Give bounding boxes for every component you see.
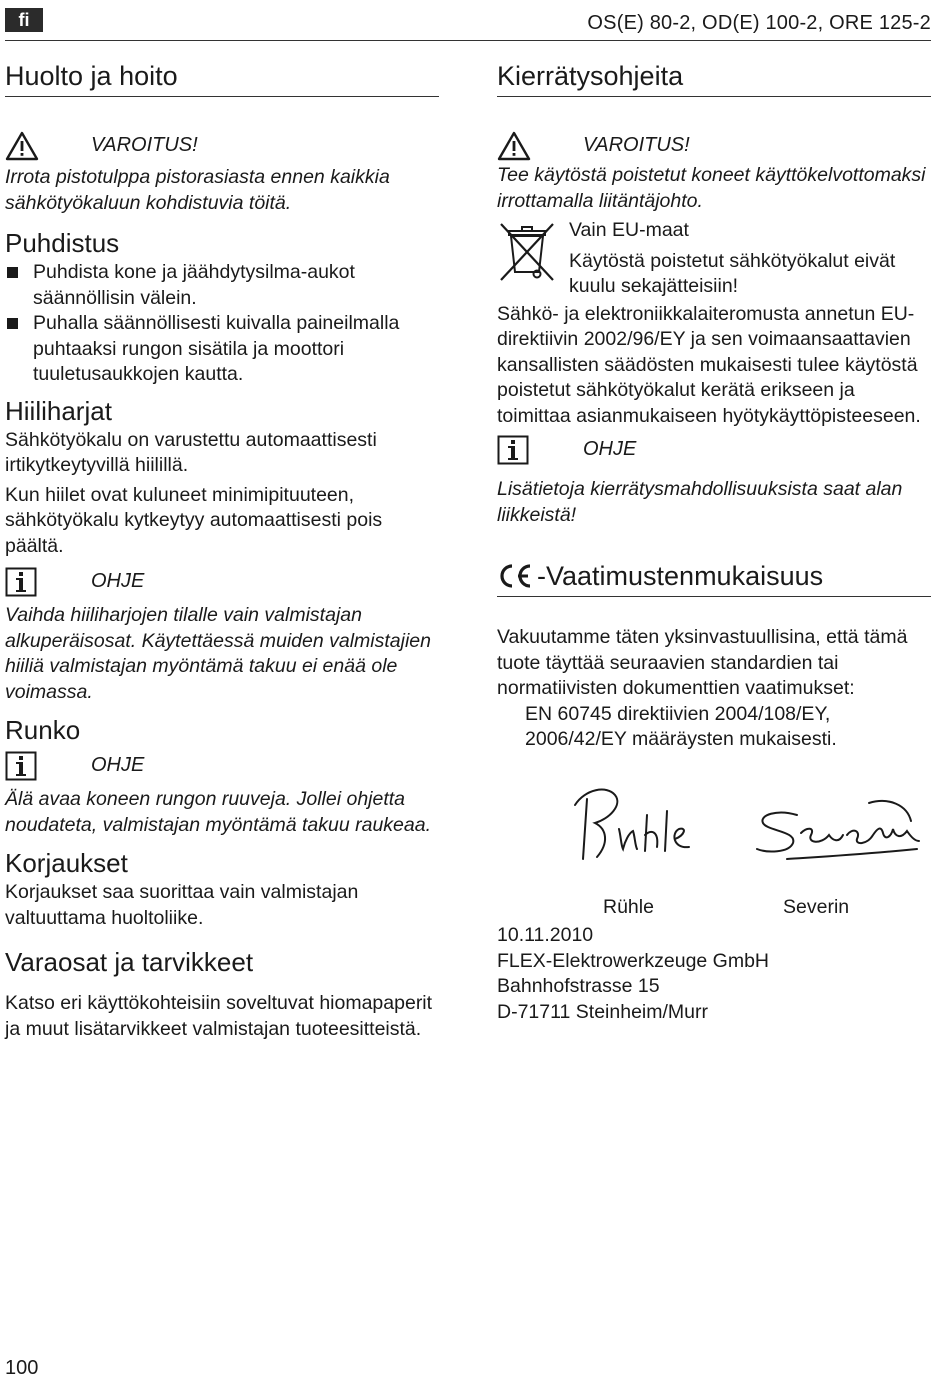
company-street: Bahnhofstrasse 15 — [497, 975, 660, 997]
note-label-row — [5, 749, 439, 783]
bullet-square-icon — [7, 267, 18, 278]
parts-heading: Varaosat ja tarvikkeet — [5, 947, 254, 977]
header-rule — [5, 40, 931, 41]
eu-text: Käytöstä poistetut sähkötyökalut eivät kuulu sekajätteisiin! — [569, 249, 896, 297]
conformity-text: Vakuutamme täten yksinvastuullisina, että tämä tuote täyttää seuraavien standardien tai normatiivisten dokumenttien vaatimukset: — [497, 626, 908, 699]
brushes-text-1: Sähkötyökalu on varustettu automaattisesti irtikytkeytyvillä hiilillä. — [5, 428, 377, 476]
signing-date: 10.11.2010 — [497, 924, 594, 946]
warning-label: VAROITUS! — [91, 134, 198, 157]
conformity-heading: -Vaatimustenmukaisuus — [497, 558, 931, 597]
ce-mark-icon — [497, 562, 533, 590]
repairs-text: Korjaukset saa suorittaa vain valmistajan valtuuttama huoltoliike. — [5, 881, 359, 929]
right-column — [497, 58, 931, 1025]
note-label: OHJE — [583, 438, 637, 461]
info-icon — [5, 565, 41, 599]
recycling-warning-text: Tee käytöstä poistetut koneet käyttökelvottomaksi irrottamalla liitäntäjohto. — [497, 164, 926, 212]
brushes-heading: Hiiliharjat — [5, 395, 112, 426]
warning-text: Irrota pistotulppa pistorasiasta ennen kaikkia sähkötyökaluun kohdistuvia töitä. — [5, 166, 390, 214]
housing-note: Älä avaa koneen rungon ruuveja. Jollei ohjetta noudateta, valmistajan myöntämä takuu raukeaa. — [5, 788, 432, 836]
list-item: Puhdista kone ja jäähdytysilma-aukot säännöllisin välein. — [5, 260, 439, 311]
warning-triangle-icon — [5, 129, 41, 163]
brushes-note: Vaihda hiiliharjojen tilalle vain valmistajan alkuperäisosat. Käytettäessä muiden valmistajien hiiliä valmistajan myöntämä takuu ei enää ole voimassa. — [5, 604, 431, 703]
company-name: FLEX-Elektrowerkzeuge GmbH — [497, 949, 770, 972]
recycling-note: Lisätietoja kierrätysmahdollisuuksista saat alan liikkeistä! — [497, 478, 903, 526]
standards-line-2: 2006/42/EY määräysten mukaisesti. — [525, 728, 837, 750]
housing-heading: Runko — [5, 715, 81, 745]
maintenance-heading: Huolto ja hoito — [5, 58, 439, 97]
note-label-row — [5, 565, 439, 599]
language-badge: fi — [5, 8, 43, 32]
eu-only-block — [497, 218, 931, 300]
standards-line-1: EN 60745 direktiivien 2004/108/EY, — [525, 702, 831, 725]
note-label: OHJE — [91, 570, 145, 593]
repairs-heading: Korjaukset — [5, 848, 128, 878]
cleaning-list — [5, 260, 439, 388]
note-label: OHJE — [91, 754, 145, 777]
page-number: 100 — [5, 1357, 39, 1379]
bullet-square-icon — [7, 318, 18, 329]
directive-text: Sähkö- ja elektroniikkalaiteromusta annetun EU-direktiivin 2002/96/EY ja sen voimaansaattavien kansallisten säädösten mukaisesti tulee käytöstä poistetut sähkötyökalut kerätä erikseen ja toimittaa asianmukaiseen hyötykäyttöpisteeseen. — [497, 302, 921, 427]
list-item: Puhalla säännöllisesti kuivalla paineilmalla puhtaaksi rungon sisätila ja moottori tuuletusaukkojen kautta. — [5, 311, 439, 388]
recycling-heading: Kierrätysohjeita — [497, 58, 931, 97]
crossed-out-wheelie-bin-icon — [497, 218, 559, 290]
signature-ruhle — [575, 789, 689, 858]
warning-label-row — [5, 129, 439, 163]
signatures — [497, 775, 931, 895]
warning-label-row — [497, 129, 931, 163]
signer-names — [497, 895, 931, 921]
eu-label: Vain EU-maat — [569, 219, 689, 241]
company-city: D-71711 Steinheim/Murr — [497, 1000, 708, 1023]
warning-triangle-icon — [497, 129, 533, 163]
info-icon — [5, 749, 41, 783]
signature-severin — [757, 801, 919, 859]
left-column — [5, 58, 439, 1042]
warning-label: VAROITUS! — [583, 134, 690, 157]
brushes-text-2: Kun hiilet ovat kuluneet minimipituuteen, sähkötyökalu kytkeytyy automaattisesti pois päältä. — [5, 483, 383, 557]
note-label-row — [497, 433, 931, 467]
signer-severin: Severin — [783, 895, 850, 918]
signer-ruhle: Rühle — [603, 895, 654, 918]
info-icon — [497, 433, 533, 467]
parts-text: Katso eri käyttökohteisiin soveltuvat hiomapaperit ja muut lisätarvikkeet valmistajan tuoteesitteistä. — [5, 992, 433, 1040]
model-title: OS(E) 80-2, OD(E) 100-2, ORE 125-2 — [587, 12, 931, 34]
cleaning-heading: Puhdistus — [5, 228, 120, 258]
